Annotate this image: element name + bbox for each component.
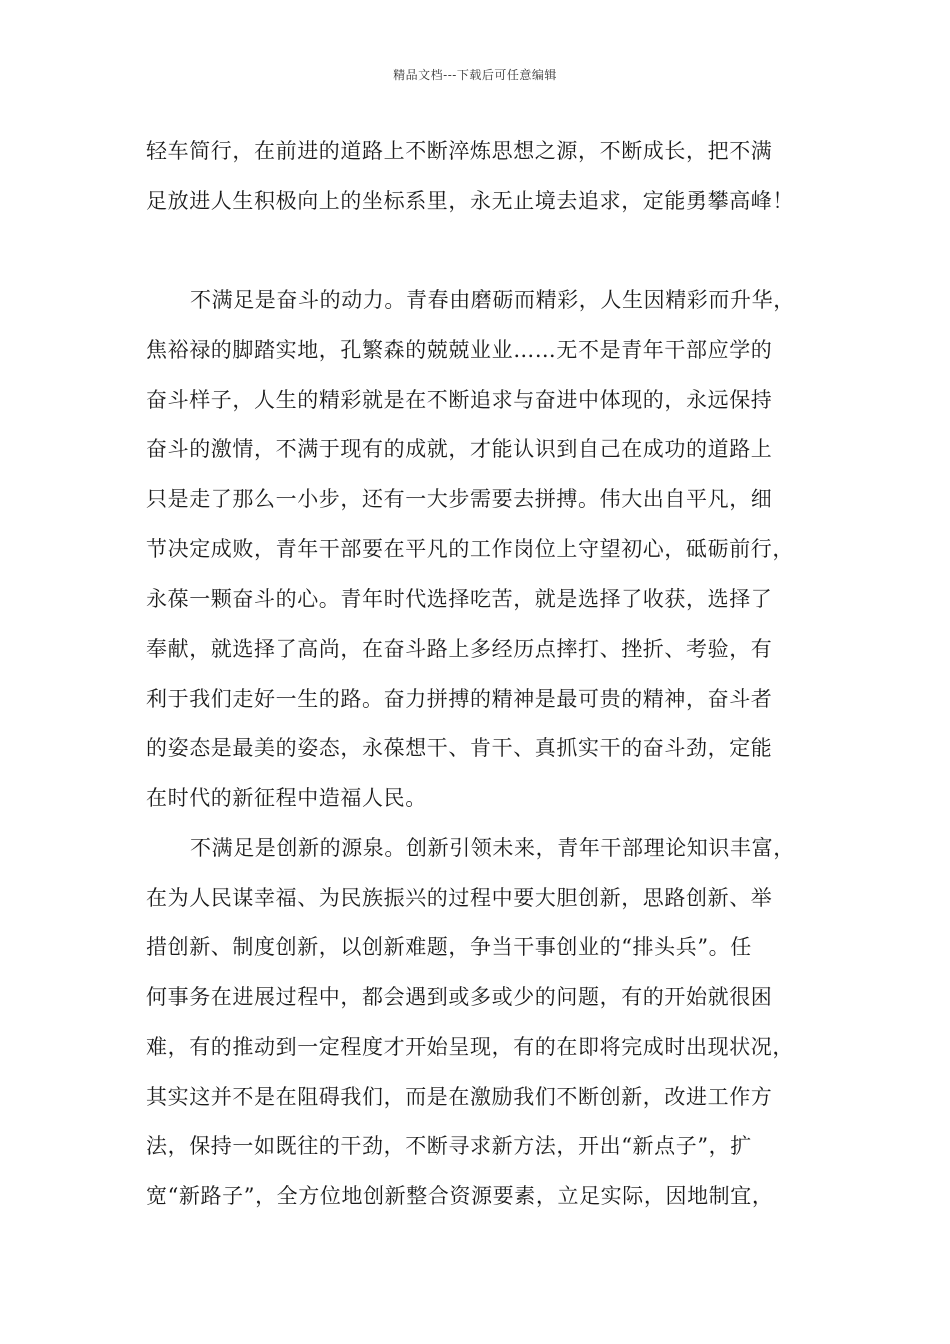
paragraph-line: 在为人民谋幸福、为民族振兴的过程中要大胆创新，思路创新、举 <box>146 886 773 910</box>
paragraph-line: 不满足是创新的源泉。创新引领未来，青年干部理论知识丰富， <box>190 836 795 860</box>
paragraph-line: 法，保持一如既往的干劲，不断寻求新方法，开出“新点子”，扩 <box>146 1134 752 1158</box>
paragraph-line: 在时代的新征程中造福人民。 <box>146 786 427 810</box>
paragraph-line: 利于我们走好一生的路。奋力拼搏的精神是最可贵的精神，奋斗者 <box>146 687 773 711</box>
paragraph-line: 焦裕禄的脚踏实地，孔繁森的兢兢业业……无不是青年干部应学的 <box>146 338 773 362</box>
paragraph-line: 永葆一颗奋斗的心。青年时代选择吃苦，就是选择了收获，选择了 <box>146 587 773 611</box>
paragraph-line: 足放进人生积极向上的坐标系里，永无止境去追求，定能勇攀高峰！ <box>146 189 794 213</box>
paragraph-line: 措创新、制度创新，以创新难题，争当干事创业的“排头兵”。任 <box>146 935 752 959</box>
paragraph-line: 何事务在进展过程中，都会遇到或多或少的问题，有的开始就很困 <box>146 985 773 1009</box>
paragraph-line: 难，有的推动到一定程度才开始呈现，有的在即将完成时出现状况， <box>146 1035 794 1059</box>
paragraph-line: 奋斗的激情，不满于现有的成就，才能认识到自己在成功的道路上 <box>146 437 773 461</box>
paragraph-line: 其实这并不是在阻碍我们，而是在激励我们不断创新，改进工作方 <box>146 1085 773 1109</box>
paragraph-line: 不满足是奋斗的动力。青春由磨砺而精彩，人生因精彩而升华， <box>190 288 795 312</box>
paragraph-line: 宽“新路子”，全方位地创新整合资源要素，立足实际，因地制宜， <box>146 1184 774 1208</box>
paragraph-line: 奉献，就选择了高尚，在奋斗路上多经历点摔打、挫折、考验，有 <box>146 637 773 661</box>
paragraph-line: 节决定成败，青年干部要在平凡的工作岗位上守望初心，砥砺前行， <box>146 537 794 561</box>
paragraph-line: 奋斗样子，人生的精彩就是在不断追求与奋进中体现的，永远保持 <box>146 388 773 412</box>
paragraph-line: 轻车简行，在前进的道路上不断淬炼思想之源，不断成长，把不满 <box>146 139 773 163</box>
paragraph-line: 的姿态是最美的姿态，永葆想干、肯干、真抓实干的奋斗劲，定能 <box>146 736 773 760</box>
page-header: 精品文档---下载后可任意编辑 <box>393 68 557 82</box>
paragraph-line: 只是走了那么一小步，还有一大步需要去拼搏。伟大出自平凡，细 <box>146 487 773 511</box>
